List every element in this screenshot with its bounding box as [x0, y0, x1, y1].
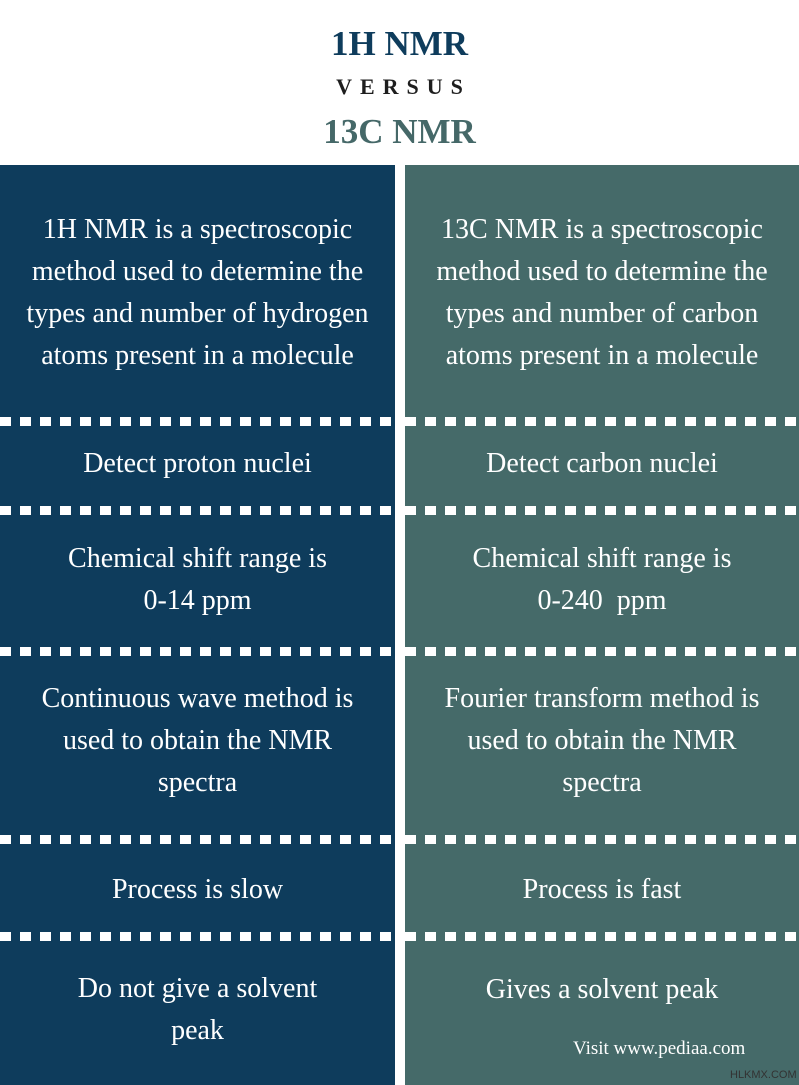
comparison-header — [0, 0, 799, 165]
cell-1h-method — [0, 675, 395, 807]
cell-text: Fourier transform method is used to obtain the NMR spectra — [444, 683, 760, 798]
cell-13c-speed — [405, 865, 799, 915]
versus-label: VERSUS — [336, 74, 471, 99]
title-1h-nmr: 1H NMR — [330, 24, 469, 63]
cell-1h-nuclei — [0, 439, 395, 489]
watermark: HLKMX.COM — [730, 1069, 797, 1081]
row-divider — [405, 647, 799, 656]
row-divider — [0, 417, 395, 426]
cell-text: Detect proton nuclei — [83, 448, 312, 479]
cell-13c-definition — [405, 187, 799, 399]
row-divider — [0, 647, 395, 656]
title-13c-nmr: 13C NMR — [323, 112, 476, 151]
cell-1h-solvent-peak — [0, 965, 395, 1055]
cell-text: Chemical shift range is 0-14 ppm — [68, 543, 327, 616]
row-divider — [405, 932, 799, 941]
source-credit: Visit www.pediaa.com — [573, 1038, 746, 1059]
row-divider — [0, 506, 395, 515]
cell-13c-method — [405, 675, 799, 807]
cell-text: Do not give a solvent peak — [77, 973, 318, 1046]
cell-text: Process is slow — [111, 874, 284, 905]
column-1h-nmr — [0, 165, 395, 1085]
cell-13c-nuclei — [405, 439, 799, 489]
cell-text: Process is fast — [522, 874, 682, 905]
cell-13c-shift-range — [405, 535, 799, 625]
cell-text: Detect carbon nuclei — [486, 448, 718, 479]
cell-13c-solvent-peak — [405, 965, 799, 1015]
cell-text: Gives a solvent peak — [485, 974, 719, 1005]
column-13c-nmr — [405, 165, 799, 1085]
cell-text: 1H NMR is a spectroscopic method used to determine the types and number of hydrogen atoms present in a molecule — [26, 214, 369, 371]
cell-1h-shift-range — [0, 535, 395, 625]
cell-1h-definition — [0, 187, 395, 399]
row-divider — [405, 417, 799, 426]
row-divider — [0, 932, 395, 941]
row-divider — [0, 835, 395, 844]
cell-text: 13C NMR is a spectroscopic method used to determine the types and number of carbon atoms present in a molecule — [436, 214, 768, 371]
row-divider — [405, 506, 799, 515]
cell-text: Chemical shift range is 0-240 ppm — [472, 543, 739, 616]
row-divider — [405, 835, 799, 844]
cell-1h-speed — [0, 865, 395, 915]
cell-text: Continuous wave method is used to obtain the NMR spectra — [41, 683, 354, 798]
